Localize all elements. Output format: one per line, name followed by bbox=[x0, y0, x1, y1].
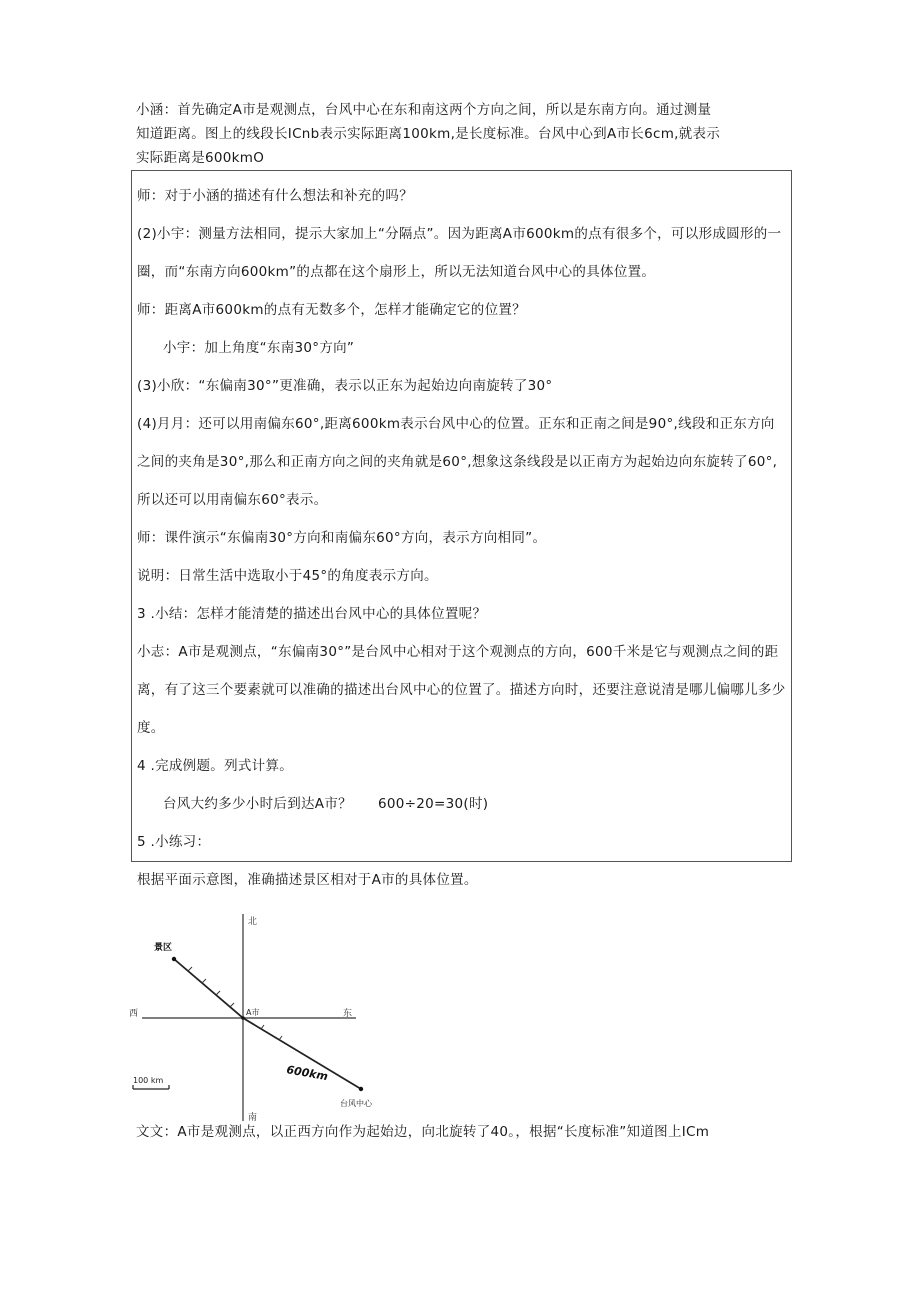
student-xiaoyu-answer: (2)小宇：测量方法相同，提示大家加上“分隔点”。因为距离A市600km的点有很多个，可以形成圆形的一圈，而“东南方向600km”的点都在这个扇形上，所以无法知道台风中心的具体位置。 bbox=[137, 226, 782, 280]
north-label: 北 bbox=[248, 917, 258, 927]
example-question: 台风大约多少小时后到达A市？ bbox=[163, 796, 352, 812]
student-yueyue-answer: (4)月月：还可以用南偏东60°,距离600km表示台风中心的位置。正东和正南之间是90°,线段和正东方向之间的夹角是30°,那么和正南方向之间的夹角就是60°,想象这条线段是以正南方为起始边向东旋转了60°,所以还可以用南偏东60°表示。 bbox=[137, 416, 778, 508]
city-a-point bbox=[241, 1016, 245, 1020]
distance-label: 600km bbox=[285, 1063, 329, 1084]
intro-line: 知道距离。图上的线段长ICnb表示实际距离100km,是长度标准。台风中心到A市长6cm,就表示 bbox=[136, 126, 721, 142]
scenic-point bbox=[172, 957, 176, 961]
typhoon-label: 台风中心 bbox=[340, 1099, 372, 1108]
student-xiaoyu-angle: 小宇：加上角度“东南30°方向” bbox=[163, 340, 355, 356]
practice-heading: 5 .小练习： bbox=[137, 834, 211, 850]
tick-mark bbox=[261, 1025, 264, 1029]
lesson-table-cell bbox=[131, 170, 792, 888]
summary-question: 3 .小结：怎样才能清楚的描述出台风中心的具体位置呢？ bbox=[137, 606, 487, 622]
student-xiaozhi-answer: 小志：A市是观测点，“东偏南30°”是台风中心相对于这个观测点的方向，600千米是它与观测点之间的距离，有了这三个要素就可以准确的描述出台风中心的位置了。描述方向时，还要注意说清是哪儿偏哪儿多少度。 bbox=[137, 644, 786, 736]
practice-task: 根据平面示意图，准确描述景区相对于A市的具体位置。 bbox=[137, 872, 478, 888]
example-calculation bbox=[137, 785, 787, 823]
tick-mark bbox=[230, 1003, 234, 1007]
west-label: 西 bbox=[129, 1009, 139, 1019]
wenwen-description: 文文：A市是观测点，以正西方向作为起始边，向北旋转了40。，根据“长度标准”知道图上ICm bbox=[136, 1124, 710, 1140]
tick-mark bbox=[279, 1036, 282, 1040]
teacher-question-position: 师：距离A市600km的点有无数多个，怎样才能确定它的位置？ bbox=[137, 302, 526, 318]
scale-label: 100 km bbox=[133, 1076, 164, 1085]
south-label: 南 bbox=[248, 1113, 258, 1123]
tick-mark bbox=[216, 991, 220, 995]
teacher-question: 师：对于小涵的描述有什么想法和补充的吗？ bbox=[137, 188, 413, 204]
intro-line: 小涵：首先确定A市是观测点，台风中心在东和南这两个方向之间，所以是东南方向。通过测量 bbox=[136, 102, 712, 118]
tick-mark bbox=[188, 967, 192, 971]
direction-diagram bbox=[124, 906, 394, 1126]
student-xiaoxin-answer: (3)小欣：“东偏南30°”更准确，表示以正东为起始边向南旋转了30° bbox=[137, 378, 553, 394]
east-label: 东 bbox=[343, 1009, 353, 1019]
teacher-demo: 师：课件演示“东偏南30°方向和南偏东60°方向，表示方向相同”。 bbox=[137, 530, 547, 546]
intro-paragraph bbox=[136, 98, 796, 170]
scenic-label: 景区 bbox=[154, 943, 173, 953]
example-heading: 4 .完成例题。列式计算。 bbox=[137, 758, 294, 774]
example-equation: 600÷20=30(时) bbox=[377, 796, 489, 812]
city-a-label: A市 bbox=[246, 1008, 260, 1017]
scenic-line bbox=[174, 959, 243, 1018]
explanation: 说明：日常生活中选取小于45°的角度表示方向。 bbox=[137, 568, 438, 584]
tick-mark bbox=[202, 979, 206, 983]
typhoon-point bbox=[359, 1087, 363, 1091]
intro-line: 实际距离是600kmO bbox=[136, 150, 265, 166]
